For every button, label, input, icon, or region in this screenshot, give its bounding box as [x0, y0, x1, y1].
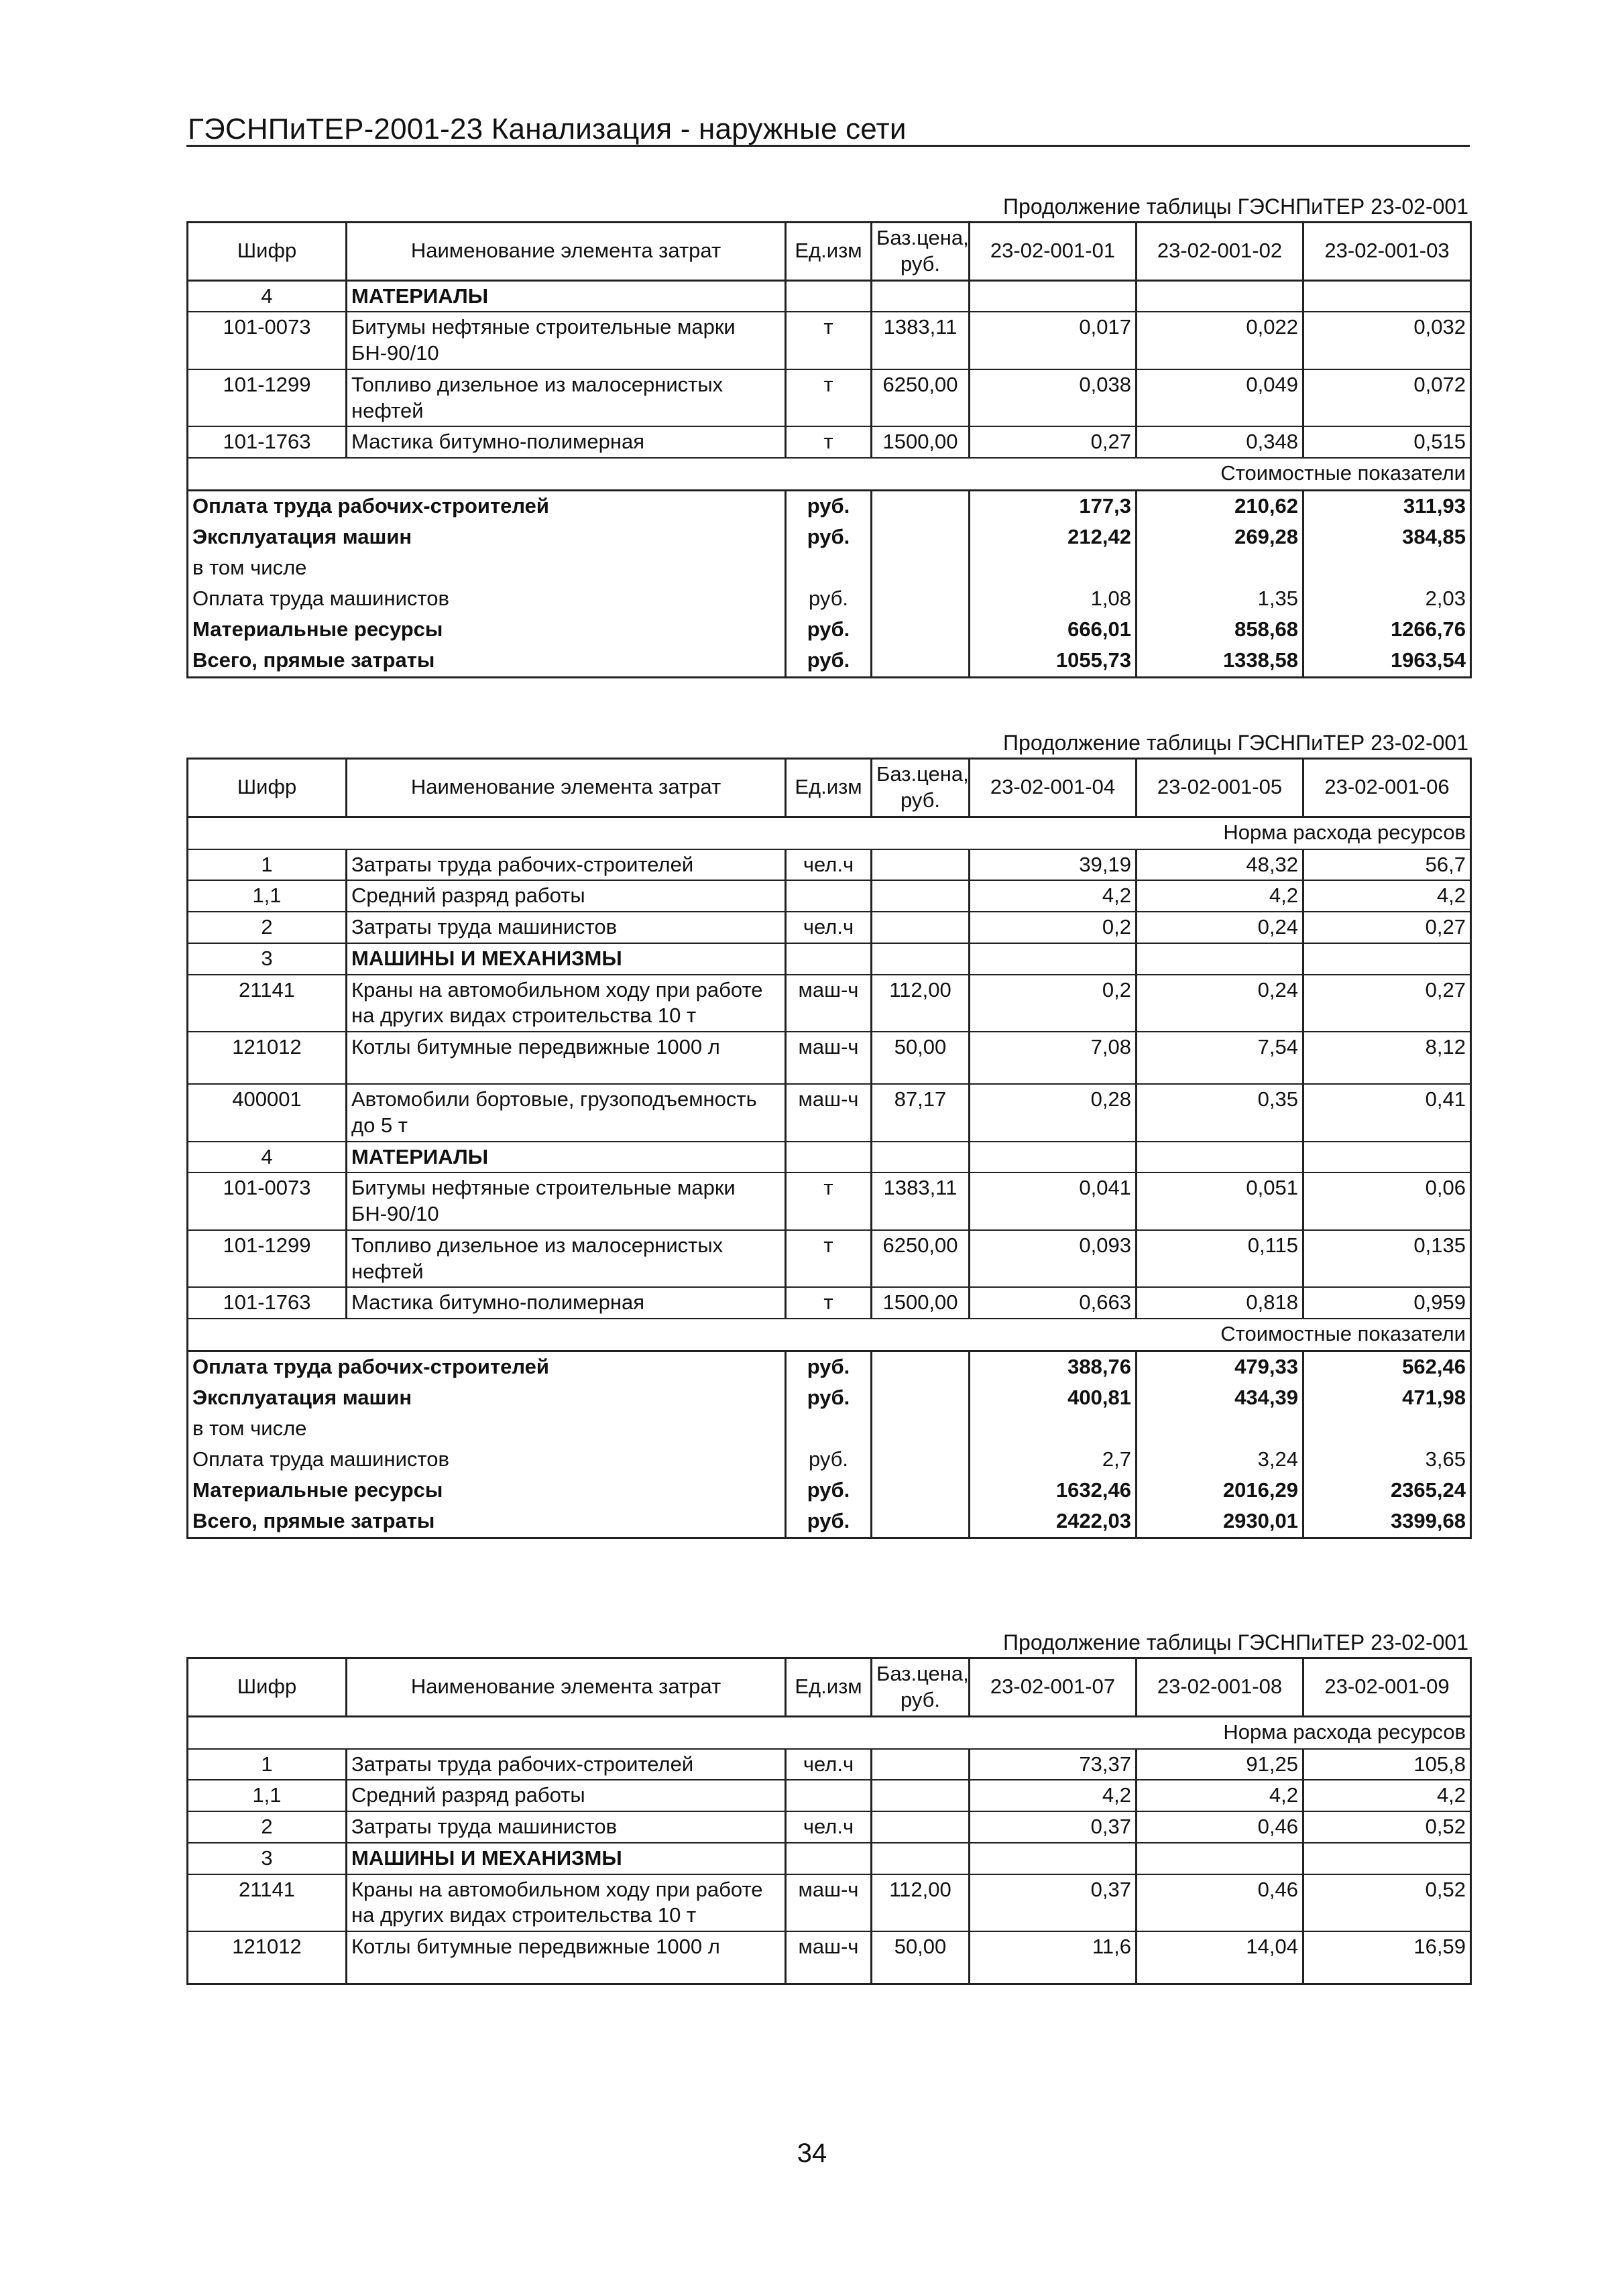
row-price: 6250,00 [872, 369, 970, 427]
row-unit: чел.ч [786, 849, 872, 881]
row-code: 121012 [188, 1931, 347, 1984]
summary-unit: руб. [786, 522, 872, 553]
header-code: Шифр [188, 1658, 347, 1717]
row-code: 400001 [188, 1084, 347, 1142]
section-title: Стоимостные показатели [188, 1319, 1471, 1351]
row-price [872, 1749, 970, 1780]
header-col-code: 23-02-001-08 [1137, 1658, 1303, 1717]
row-unit: чел.ч [786, 1811, 872, 1843]
row-value: 0,27 [1303, 975, 1471, 1032]
row-value: 0,663 [970, 1287, 1137, 1319]
section-title: Норма расхода ресурсов [188, 1716, 1471, 1749]
summary-unit [786, 553, 872, 584]
row-value [970, 943, 1137, 975]
row-price: 1383,11 [872, 1172, 970, 1230]
summary-label: Всего, прямые затраты [188, 646, 786, 678]
summary-row [188, 615, 1471, 646]
summary-label: в том числе [188, 553, 786, 584]
row-code: 4 [188, 280, 347, 312]
row-price [872, 1843, 970, 1874]
row-name: Средний разряд работы [347, 1780, 786, 1811]
header-col-code: 23-02-001-01 [970, 223, 1137, 281]
table-row [188, 1874, 1471, 1932]
summary-label: Всего, прямые затраты [188, 1506, 786, 1538]
continuation-label: Продолжение таблицы ГЭСНПиТЕР 23-02-001 [1003, 1630, 1468, 1654]
row-value: 0,135 [1303, 1230, 1471, 1288]
norms-table-3 [186, 1657, 1472, 1985]
table-row [188, 1172, 1471, 1230]
row-name: Затраты труда рабочих-строителей [347, 849, 786, 881]
summary-label: Эксплуатация машин [188, 1383, 786, 1414]
header-col-code: 23-02-001-03 [1303, 223, 1471, 281]
row-value: 11,6 [970, 1931, 1137, 1984]
row-value: 0,37 [970, 1874, 1137, 1932]
row-unit: маш-ч [786, 975, 872, 1032]
summary-price [872, 491, 970, 523]
row-unit [786, 943, 872, 975]
row-value [1303, 1843, 1471, 1874]
row-name: МАТЕРИАЛЫ [347, 1142, 786, 1173]
row-price: 87,17 [872, 1084, 970, 1142]
summary-row [188, 1383, 1471, 1414]
row-code: 121012 [188, 1032, 347, 1084]
row-value: 0,093 [970, 1230, 1137, 1288]
row-unit: маш-ч [786, 1931, 872, 1984]
row-value [1303, 280, 1471, 312]
summary-value: 1632,46 [970, 1475, 1137, 1506]
page-number: 34 [797, 2138, 827, 2168]
summary-value [1137, 553, 1303, 584]
summary-value: 1338,58 [1137, 646, 1303, 678]
row-value: 4,2 [970, 1780, 1137, 1811]
summary-value: 1,08 [970, 584, 1137, 615]
summary-row [188, 1506, 1471, 1538]
row-value: 0,022 [1137, 312, 1303, 369]
summary-label: Материальные ресурсы [188, 615, 786, 646]
row-code: 4 [188, 1142, 347, 1173]
summary-unit: руб. [786, 1506, 872, 1538]
row-value: 105,8 [1303, 1749, 1471, 1780]
table-row [188, 280, 1471, 312]
row-value: 4,2 [1137, 1780, 1303, 1811]
section-row [188, 1319, 1471, 1351]
row-value: 0,2 [970, 912, 1137, 943]
summary-value [1303, 1414, 1471, 1445]
table-row [188, 1749, 1471, 1780]
row-value: 0,049 [1137, 369, 1303, 427]
row-value: 0,46 [1137, 1874, 1303, 1932]
summary-value: 1266,76 [1303, 615, 1471, 646]
row-value: 0,032 [1303, 312, 1471, 369]
header-col-code: 23-02-001-06 [1303, 759, 1471, 817]
header-price: Баз.цена, руб. [872, 1658, 970, 1717]
row-value: 91,25 [1137, 1749, 1303, 1780]
header-code: Шифр [188, 223, 347, 281]
header-col-code: 23-02-001-02 [1137, 223, 1303, 281]
summary-value: 2016,29 [1137, 1475, 1303, 1506]
row-value: 0,115 [1137, 1230, 1303, 1288]
row-value: 0,27 [970, 426, 1137, 458]
summary-value: 2422,03 [970, 1506, 1137, 1538]
header-price: Баз.цена, руб. [872, 223, 970, 281]
row-value: 7,54 [1137, 1032, 1303, 1084]
row-unit: т [786, 426, 872, 458]
summary-row [188, 1414, 1471, 1445]
row-value: 0,28 [970, 1084, 1137, 1142]
header-row [188, 759, 1471, 817]
header-unit: Ед.изм [786, 223, 872, 281]
row-value: 0,24 [1137, 912, 1303, 943]
row-value: 8,12 [1303, 1032, 1471, 1084]
summary-value: 210,62 [1137, 491, 1303, 523]
row-name: Мастика битумно-полимерная [347, 1287, 786, 1319]
header-unit: Ед.изм [786, 1658, 872, 1717]
row-value: 0,27 [1303, 912, 1471, 943]
row-price [872, 943, 970, 975]
row-price [872, 1142, 970, 1173]
summary-unit: руб. [786, 491, 872, 523]
table-row [188, 1843, 1471, 1874]
summary-value: 2365,24 [1303, 1475, 1471, 1506]
table-row [188, 1931, 1471, 1984]
summary-label: в том числе [188, 1414, 786, 1445]
table-row [188, 1811, 1471, 1843]
row-price: 50,00 [872, 1032, 970, 1084]
row-price [872, 880, 970, 912]
summary-value: 2,03 [1303, 584, 1471, 615]
row-price: 1383,11 [872, 312, 970, 369]
row-price [872, 280, 970, 312]
row-unit [786, 1142, 872, 1173]
summary-value: 400,81 [970, 1383, 1137, 1414]
row-value: 0,2 [970, 975, 1137, 1032]
row-name: Средний разряд работы [347, 880, 786, 912]
row-name: Затраты труда рабочих-строителей [347, 1749, 786, 1780]
header-col-code: 23-02-001-07 [970, 1658, 1137, 1717]
summary-value: 666,01 [970, 615, 1137, 646]
row-value: 4,2 [1303, 1780, 1471, 1811]
header-name: Наименование элемента затрат [347, 223, 786, 281]
row-name: Котлы битумные передвижные 1000 л [347, 1931, 786, 1984]
summary-value: 562,46 [1303, 1351, 1471, 1384]
row-code: 101-1763 [188, 426, 347, 458]
row-unit: чел.ч [786, 912, 872, 943]
row-value: 14,04 [1137, 1931, 1303, 1984]
row-value: 0,35 [1137, 1084, 1303, 1142]
row-value [1303, 943, 1471, 975]
header-name: Наименование элемента затрат [347, 759, 786, 817]
table-row [188, 1780, 1471, 1811]
table-row [188, 1287, 1471, 1319]
row-code: 101-0073 [188, 312, 347, 369]
summary-label: Оплата труда машинистов [188, 1445, 786, 1475]
section-row [188, 817, 1471, 849]
summary-value: 311,93 [1303, 491, 1471, 523]
continuation-label: Продолжение таблицы ГЭСНПиТЕР 23-02-001 [1003, 731, 1468, 755]
row-code: 3 [188, 1843, 347, 1874]
summary-row [188, 646, 1471, 678]
summary-row [188, 491, 1471, 523]
summary-price [872, 1445, 970, 1475]
summary-price [872, 1351, 970, 1384]
summary-row [188, 1351, 1471, 1384]
row-value: 0,051 [1137, 1172, 1303, 1230]
row-value [970, 280, 1137, 312]
row-code: 101-0073 [188, 1172, 347, 1230]
header-name: Наименование элемента затрат [347, 1658, 786, 1717]
row-value: 0,348 [1137, 426, 1303, 458]
table-row [188, 1084, 1471, 1142]
row-price: 6250,00 [872, 1230, 970, 1288]
row-value: 0,038 [970, 369, 1137, 427]
summary-value: 212,42 [970, 522, 1137, 553]
row-code: 1 [188, 849, 347, 881]
row-value: 39,19 [970, 849, 1137, 881]
summary-price [872, 615, 970, 646]
table-row [188, 975, 1471, 1032]
summary-value: 434,39 [1137, 1383, 1303, 1414]
summary-unit: руб. [786, 584, 872, 615]
row-unit: т [786, 1287, 872, 1319]
summary-label: Оплата труда рабочих-строителей [188, 1351, 786, 1384]
summary-value: 1055,73 [970, 646, 1137, 678]
row-value: 4,2 [1137, 880, 1303, 912]
section-row [188, 1716, 1471, 1749]
row-unit: маш-ч [786, 1874, 872, 1932]
summary-label: Оплата труда рабочих-строителей [188, 491, 786, 523]
row-code: 2 [188, 912, 347, 943]
header-rule [186, 145, 1470, 147]
summary-row [188, 553, 1471, 584]
row-value [1137, 943, 1303, 975]
row-unit: маш-ч [786, 1032, 872, 1084]
row-unit: т [786, 369, 872, 427]
summary-price [872, 584, 970, 615]
row-unit: маш-ч [786, 1084, 872, 1142]
summary-row [188, 522, 1471, 553]
table-row [188, 880, 1471, 912]
row-price: 1500,00 [872, 426, 970, 458]
summary-value: 471,98 [1303, 1383, 1471, 1414]
row-price [872, 912, 970, 943]
row-code: 1,1 [188, 1780, 347, 1811]
summary-value: 269,28 [1137, 522, 1303, 553]
row-unit [786, 1843, 872, 1874]
row-value [970, 1843, 1137, 1874]
section-row [188, 458, 1471, 491]
row-name: Краны на автомобильном ходу при работе на других видах строительства 10 т [347, 1874, 786, 1932]
page-header: ГЭСНПиТЕР-2001-23 Канализация - наружные сети [188, 113, 907, 145]
header-code: Шифр [188, 759, 347, 817]
row-value: 0,041 [970, 1172, 1137, 1230]
header-col-code: 23-02-001-04 [970, 759, 1137, 817]
summary-unit: руб. [786, 615, 872, 646]
summary-row [188, 584, 1471, 615]
row-code: 21141 [188, 1874, 347, 1932]
row-code: 101-1299 [188, 369, 347, 427]
summary-label: Материальные ресурсы [188, 1475, 786, 1506]
row-value: 56,7 [1303, 849, 1471, 881]
row-unit: т [786, 1172, 872, 1230]
summary-unit: руб. [786, 1351, 872, 1384]
table-row [188, 1032, 1471, 1084]
row-unit: чел.ч [786, 1749, 872, 1780]
summary-value: 3399,68 [1303, 1506, 1471, 1538]
header-row [188, 1658, 1471, 1717]
row-name: Битумы нефтяные строительные марки БН-90/10 [347, 1172, 786, 1230]
row-price: 112,00 [872, 975, 970, 1032]
row-unit [786, 1780, 872, 1811]
norms-table-2 [186, 758, 1472, 1539]
summary-value: 858,68 [1137, 615, 1303, 646]
row-name: Битумы нефтяные строительные марки БН-90/10 [347, 312, 786, 369]
row-name: МАШИНЫ И МЕХАНИЗМЫ [347, 1843, 786, 1874]
row-name: Затраты труда машинистов [347, 912, 786, 943]
row-value: 0,06 [1303, 1172, 1471, 1230]
row-value: 73,37 [970, 1749, 1137, 1780]
row-name: МАШИНЫ И МЕХАНИЗМЫ [347, 943, 786, 975]
row-name: МАТЕРИАЛЫ [347, 280, 786, 312]
summary-row [188, 1445, 1471, 1475]
section-title: Норма расхода ресурсов [188, 817, 1471, 849]
row-price: 112,00 [872, 1874, 970, 1932]
row-price [872, 849, 970, 881]
row-value: 0,52 [1303, 1811, 1471, 1843]
row-name: Топливо дизельное из малосернистых нефтей [347, 1230, 786, 1288]
row-value: 0,24 [1137, 975, 1303, 1032]
summary-value: 3,65 [1303, 1445, 1471, 1475]
row-name: Котлы битумные передвижные 1000 л [347, 1032, 786, 1084]
table-row [188, 849, 1471, 881]
row-code: 2 [188, 1811, 347, 1843]
row-code: 1,1 [188, 880, 347, 912]
row-value: 4,2 [1303, 880, 1471, 912]
summary-value [970, 553, 1137, 584]
header-unit: Ед.изм [786, 759, 872, 817]
row-value: 0,818 [1137, 1287, 1303, 1319]
summary-value: 2930,01 [1137, 1506, 1303, 1538]
row-name: Автомобили бортовые, грузоподъемность до 5 т [347, 1084, 786, 1142]
row-value: 0,072 [1303, 369, 1471, 427]
table-row [188, 369, 1471, 427]
header-row [188, 223, 1471, 281]
row-value [1137, 1843, 1303, 1874]
summary-value: 384,85 [1303, 522, 1471, 553]
row-code: 3 [188, 943, 347, 975]
row-unit [786, 880, 872, 912]
summary-label: Оплата труда машинистов [188, 584, 786, 615]
row-value: 0,959 [1303, 1287, 1471, 1319]
summary-unit [786, 1414, 872, 1445]
row-value: 0,515 [1303, 426, 1471, 458]
summary-unit: руб. [786, 646, 872, 678]
table-row [188, 912, 1471, 943]
row-value: 16,59 [1303, 1931, 1471, 1984]
summary-value: 3,24 [1137, 1445, 1303, 1475]
row-code: 101-1299 [188, 1230, 347, 1288]
summary-value: 479,33 [1137, 1351, 1303, 1384]
summary-price [872, 553, 970, 584]
table-row [188, 426, 1471, 458]
header-col-code: 23-02-001-09 [1303, 1658, 1471, 1717]
row-value: 0,017 [970, 312, 1137, 369]
summary-unit: руб. [786, 1445, 872, 1475]
row-value: 0,52 [1303, 1874, 1471, 1932]
row-value [970, 1142, 1137, 1173]
summary-value [1303, 553, 1471, 584]
row-price [872, 1780, 970, 1811]
row-code: 101-1763 [188, 1287, 347, 1319]
header-price: Баз.цена, руб. [872, 759, 970, 817]
summary-label: Эксплуатация машин [188, 522, 786, 553]
section-title: Стоимостные показатели [188, 458, 1471, 491]
summary-value [1137, 1414, 1303, 1445]
summary-price [872, 522, 970, 553]
summary-value: 1963,54 [1303, 646, 1471, 678]
row-price: 50,00 [872, 1931, 970, 1984]
row-value: 0,46 [1137, 1811, 1303, 1843]
summary-value: 2,7 [970, 1445, 1137, 1475]
summary-row [188, 1475, 1471, 1506]
summary-price [872, 1414, 970, 1445]
summary-value: 177,3 [970, 491, 1137, 523]
row-value [1137, 1142, 1303, 1173]
row-price: 1500,00 [872, 1287, 970, 1319]
row-value [1303, 1142, 1471, 1173]
row-value: 7,08 [970, 1032, 1137, 1084]
row-code: 1 [188, 1749, 347, 1780]
header-col-code: 23-02-001-05 [1137, 759, 1303, 817]
row-name: Мастика битумно-полимерная [347, 426, 786, 458]
row-code: 21141 [188, 975, 347, 1032]
row-unit [786, 280, 872, 312]
summary-unit: руб. [786, 1383, 872, 1414]
summary-price [872, 1506, 970, 1538]
summary-price [872, 1383, 970, 1414]
table-row [188, 943, 1471, 975]
row-value [1137, 280, 1303, 312]
continuation-label: Продолжение таблицы ГЭСНПиТЕР 23-02-001 [1003, 194, 1468, 219]
norms-table-1 [186, 221, 1472, 678]
row-name: Топливо дизельное из малосернистых нефтей [347, 369, 786, 427]
summary-price [872, 1475, 970, 1506]
summary-value: 388,76 [970, 1351, 1137, 1384]
table-row [188, 312, 1471, 369]
row-price [872, 1811, 970, 1843]
row-value: 0,37 [970, 1811, 1137, 1843]
table-row [188, 1230, 1471, 1288]
summary-value: 1,35 [1137, 584, 1303, 615]
row-unit: т [786, 1230, 872, 1288]
summary-unit: руб. [786, 1475, 872, 1506]
summary-price [872, 646, 970, 678]
row-value: 0,41 [1303, 1084, 1471, 1142]
row-name: Затраты труда машинистов [347, 1811, 786, 1843]
summary-value [970, 1414, 1137, 1445]
row-name: Краны на автомобильном ходу при работе на других видах строительства 10 т [347, 975, 786, 1032]
table-row [188, 1142, 1471, 1173]
row-value: 4,2 [970, 880, 1137, 912]
row-value: 48,32 [1137, 849, 1303, 881]
row-unit: т [786, 312, 872, 369]
